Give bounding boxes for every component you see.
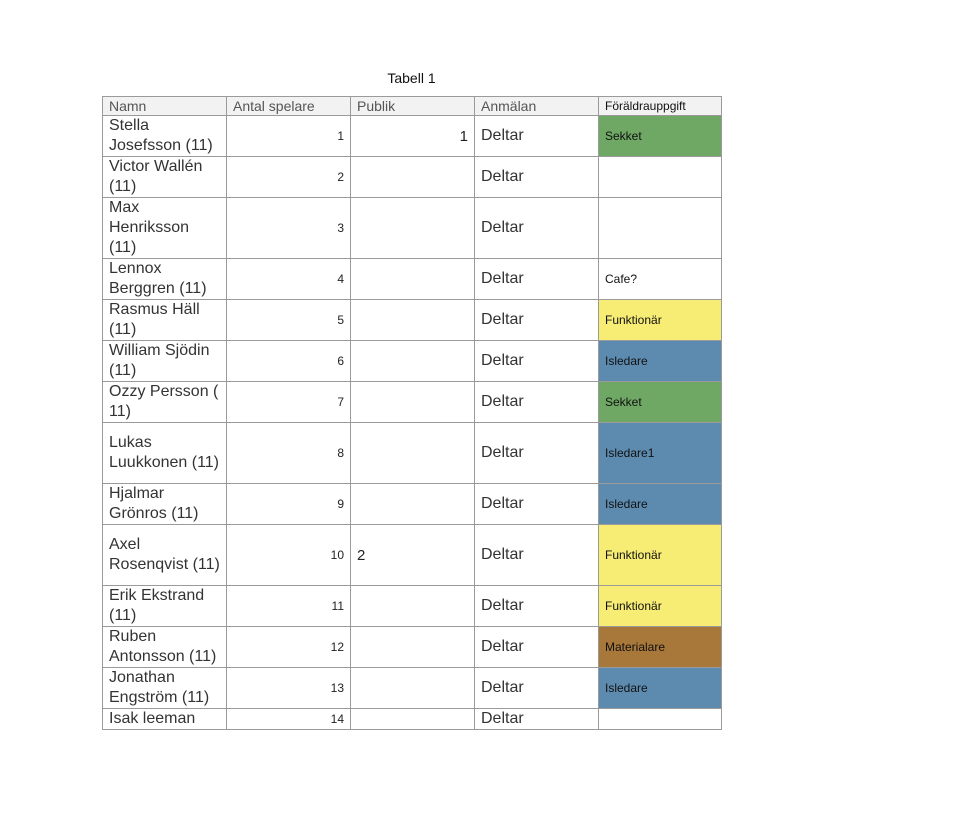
table-title: Tabell 1 [387,70,436,86]
table-row [103,300,722,341]
cell-name[interactable]: Axel Rosenqvist (11) [103,525,227,586]
cell-player-number[interactable]: 10 [227,525,351,586]
cell-uppgift[interactable] [599,157,722,198]
table-row [103,627,722,668]
cell-publik[interactable] [351,627,475,668]
cell-uppgift[interactable]: Materialare [599,627,722,668]
cell-player-number[interactable]: 13 [227,668,351,709]
cell-name[interactable]: William Sjödin (11) [103,341,227,382]
table-row [103,525,722,586]
column-header-foraldrauppgift[interactable]: Föräldrauppgift [599,97,722,116]
cell-anmalan[interactable]: Deltar [475,198,599,259]
cell-anmalan[interactable]: Deltar [475,116,599,157]
table-row [103,423,722,484]
cell-player-number[interactable]: 4 [227,259,351,300]
cell-name[interactable]: Erik Ekstrand (11) [103,586,227,627]
cell-uppgift[interactable]: Funktionär [599,300,722,341]
cell-anmalan[interactable]: Deltar [475,157,599,198]
cell-name[interactable]: Victor Wallén (11) [103,157,227,198]
cell-anmalan[interactable]: Deltar [475,525,599,586]
cell-name[interactable]: Lennox Berggren (11) [103,259,227,300]
cell-publik[interactable] [351,382,475,423]
table-row [103,198,722,259]
header-row [103,97,722,116]
cell-uppgift[interactable]: Sekket [599,382,722,423]
table-row [103,668,722,709]
cell-uppgift[interactable] [599,198,722,259]
cell-uppgift[interactable]: Cafe? [599,259,722,300]
cell-anmalan[interactable]: Deltar [475,627,599,668]
cell-publik[interactable]: 2 [351,525,475,586]
cell-name[interactable]: Stella Josefsson (11) [103,116,227,157]
cell-uppgift[interactable]: Isledare [599,341,722,382]
table-row [103,586,722,627]
cell-uppgift[interactable] [599,709,722,730]
table-row [103,157,722,198]
cell-uppgift[interactable]: Funktionär [599,586,722,627]
cell-player-number[interactable]: 5 [227,300,351,341]
cell-name[interactable]: Ozzy Persson ( 11) [103,382,227,423]
cell-publik[interactable] [351,709,475,730]
column-header-namn[interactable]: Namn [103,97,227,116]
cell-publik[interactable] [351,300,475,341]
table-row [103,484,722,525]
cell-player-number[interactable]: 11 [227,586,351,627]
table-row [103,259,722,300]
cell-player-number[interactable]: 7 [227,382,351,423]
cell-publik[interactable] [351,259,475,300]
cell-anmalan[interactable]: Deltar [475,382,599,423]
cell-anmalan[interactable]: Deltar [475,709,599,730]
cell-name[interactable]: Ruben Antonsson (11) [103,627,227,668]
cell-publik[interactable] [351,198,475,259]
column-header-publik[interactable]: Publik [351,97,475,116]
cell-anmalan[interactable]: Deltar [475,300,599,341]
cell-anmalan[interactable]: Deltar [475,423,599,484]
participant-table [102,96,722,730]
cell-uppgift[interactable]: Isledare1 [599,423,722,484]
cell-player-number[interactable]: 1 [227,116,351,157]
cell-name[interactable]: Isak leeman [103,709,227,730]
cell-anmalan[interactable]: Deltar [475,484,599,525]
cell-publik[interactable] [351,423,475,484]
cell-publik[interactable] [351,341,475,382]
cell-anmalan[interactable]: Deltar [475,341,599,382]
table-row [103,341,722,382]
cell-player-number[interactable]: 2 [227,157,351,198]
table-row [103,382,722,423]
cell-name[interactable]: Hjalmar Grönros (11) [103,484,227,525]
column-header-antal-spelare[interactable]: Antal spelare [227,97,351,116]
cell-uppgift[interactable]: Isledare [599,484,722,525]
cell-uppgift[interactable]: Funktionär [599,525,722,586]
cell-publik[interactable]: 1 [351,116,475,157]
cell-anmalan[interactable]: Deltar [475,259,599,300]
cell-publik[interactable] [351,586,475,627]
table-row [103,116,722,157]
cell-name[interactable]: Jonathan Engström (11) [103,668,227,709]
cell-publik[interactable] [351,157,475,198]
cell-uppgift[interactable]: Sekket [599,116,722,157]
cell-player-number[interactable]: 8 [227,423,351,484]
cell-anmalan[interactable]: Deltar [475,586,599,627]
cell-player-number[interactable]: 14 [227,709,351,730]
cell-name[interactable]: Max Henriksson (11) [103,198,227,259]
column-header-anmalan[interactable]: Anmälan [475,97,599,116]
cell-uppgift[interactable]: Isledare [599,668,722,709]
cell-player-number[interactable]: 6 [227,341,351,382]
cell-publik[interactable] [351,668,475,709]
cell-anmalan[interactable]: Deltar [475,668,599,709]
cell-name[interactable]: Lukas Luukkonen (11) [103,423,227,484]
cell-publik[interactable] [351,484,475,525]
table-row [103,709,722,730]
cell-player-number[interactable]: 3 [227,198,351,259]
cell-name[interactable]: Rasmus Häll (11) [103,300,227,341]
cell-player-number[interactable]: 9 [227,484,351,525]
cell-player-number[interactable]: 12 [227,627,351,668]
